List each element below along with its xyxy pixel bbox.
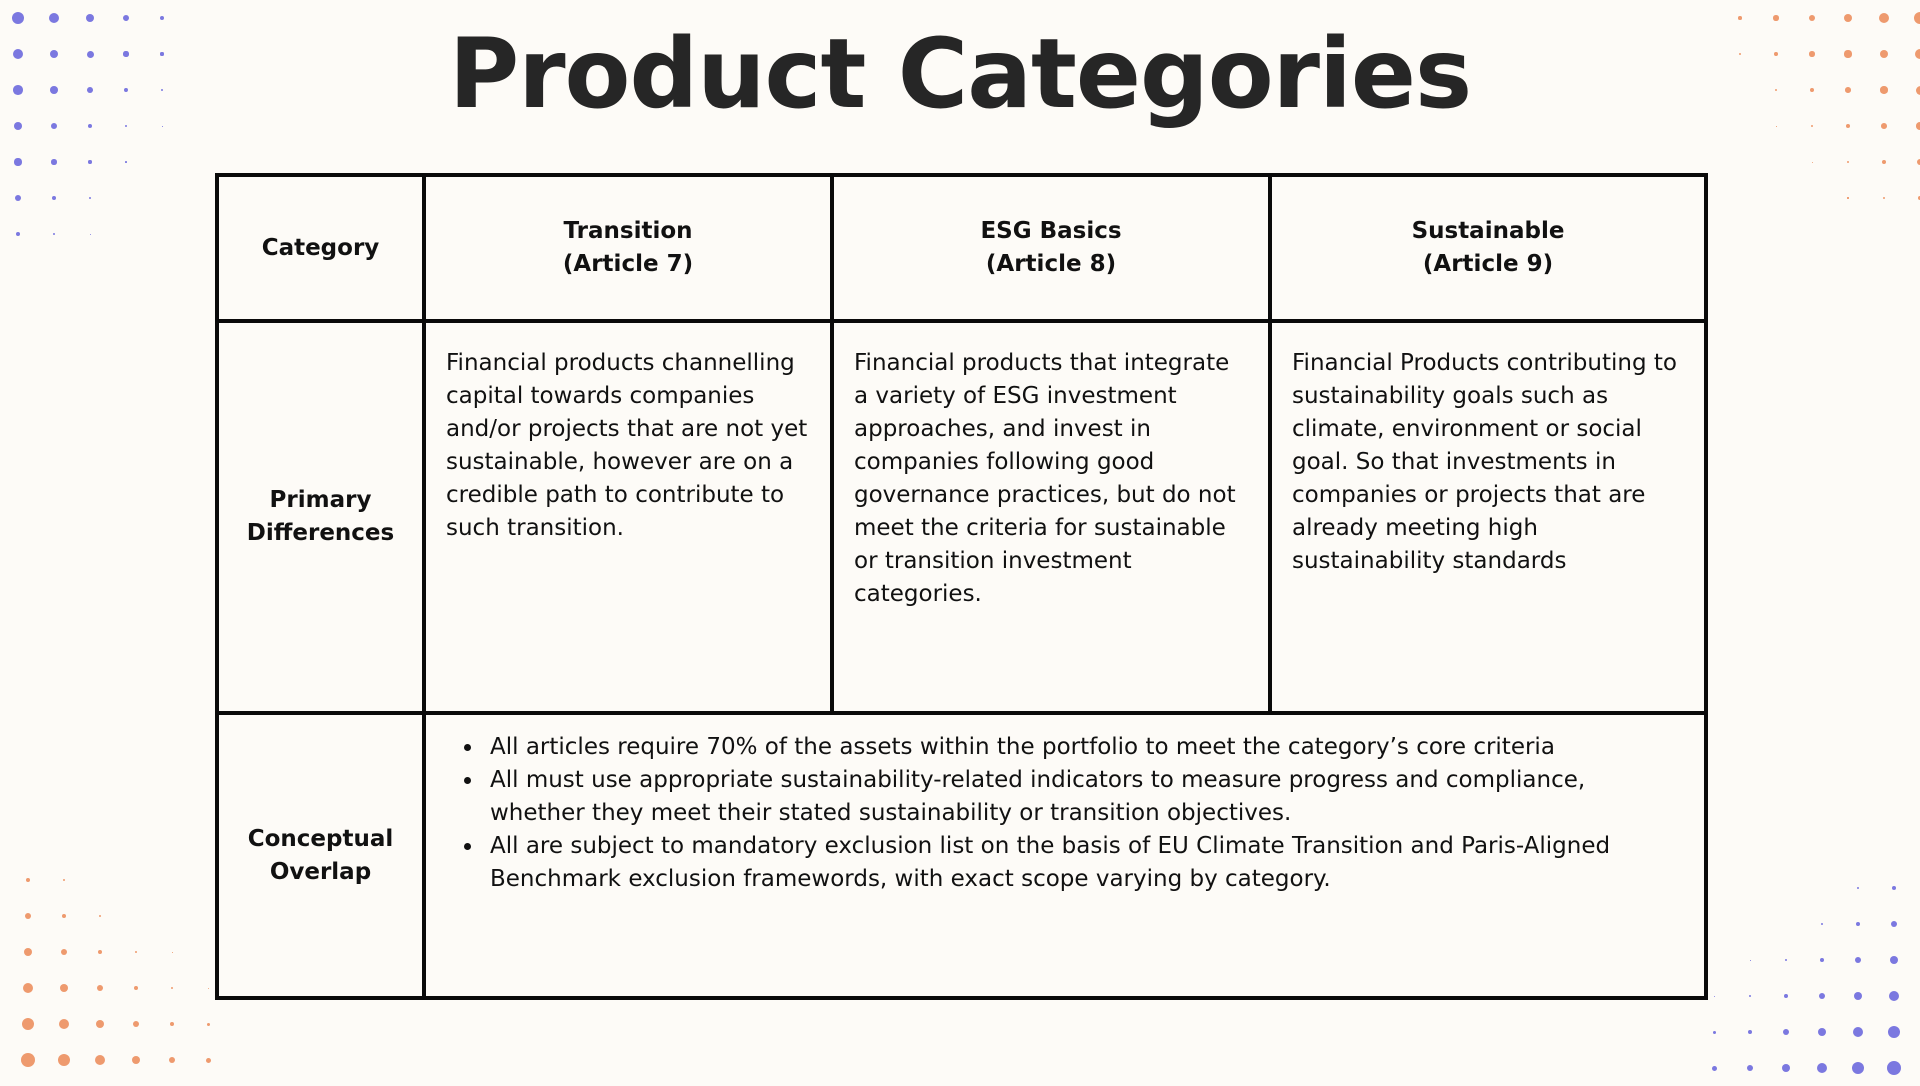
header-transition-article: (Article 7) [426,248,830,281]
decorative-dot [1750,960,1751,961]
decorative-dot [1785,959,1788,962]
header-category-label: Category [262,235,380,261]
decorative-dot [125,161,127,163]
decorative-dot [26,878,30,882]
header-esg-article: (Article 8) [834,248,1268,281]
decorative-dot [1847,197,1848,198]
header-transition-title: Transition [426,215,830,248]
decorative-dot [1820,958,1824,962]
decorative-dot [16,232,21,237]
decorative-dot [88,160,91,163]
overlap-label-line1: Conceptual [219,823,422,856]
decorative-dot [86,14,94,22]
decorative-dot [1853,1027,1863,1037]
primary-differences-row [217,321,1706,713]
decorative-dot [14,158,21,165]
overlap-label-line2: Overlap [219,856,422,889]
decorative-dot [53,233,56,236]
header-sustainable-article: (Article 9) [1272,248,1704,281]
conceptual-overlap-row [217,713,1706,998]
decorative-dot [172,952,173,953]
header-esg-title: ESG Basics [834,215,1268,248]
decorative-dot [1773,15,1778,20]
decorative-dot [96,1020,104,1028]
decorative-dot [133,1021,140,1028]
decorative-dot [51,159,56,164]
decorative-dot [208,988,209,989]
header-row [217,175,1706,321]
decorative-dot [1738,16,1742,20]
decorative-dot [63,879,65,881]
primary-label-line2: Differences [219,517,422,550]
decorative-dot [1812,162,1813,163]
decorative-dot [1809,15,1816,22]
decorative-dot [1888,1026,1900,1038]
decorative-dot [1818,1028,1826,1036]
decorative-dot [1783,1029,1790,1036]
decorative-dot [1748,1030,1753,1035]
overlap-bullet: • All must use appropriate sustainability-related indicators to measure progress and compliance, whether they meet their stated sustainability or transition objectives. [484,764,1664,830]
decorative-dot [61,949,67,955]
decorative-dot [1857,887,1859,889]
decorative-dot [1784,994,1789,999]
decorative-dot [1782,1064,1791,1073]
transition-description: Financial products channelling capital towards companies and/or projects that are not yet sustainable, however are on a credible path to contribute to such transition. [424,321,832,713]
esg-basics-description: Financial products that integrate a variety of ESG investment approaches, and invest in companies following good governance practices, but do not meet the criteria for sustainable or transition investment categories. [832,321,1270,713]
decorative-dot [132,1056,141,1065]
primary-label-line1: Primary [219,484,422,517]
decorative-dot [90,234,91,235]
decorative-dot [89,197,91,199]
header-esg-basics [832,175,1270,321]
decorative-dot [95,1055,105,1065]
decorative-dot [1892,886,1896,890]
overlap-bullet: • All are subject to mandatory exclusion list on the basis of EU Climate Transition and Paris-Aligned Benchmark exclusion framewords, with exact scope varying by category. [484,830,1664,896]
decorative-dot [99,915,101,917]
header-transition [424,175,832,321]
decorative-dot [1852,1062,1864,1074]
decorative-dot [134,986,139,991]
decorative-dot [135,951,138,954]
decorative-dot [1887,1061,1901,1075]
decorative-dot [1747,1065,1754,1072]
decorative-dot [1856,922,1860,926]
decorative-dot [15,195,21,201]
decorative-dot [1713,1031,1716,1034]
decorative-dot [160,16,164,20]
header-sustainable-title: Sustainable [1272,215,1704,248]
sustainable-description: Financial Products contributing to sustainability goals such as climate, environment or social goal. So that investments in companies or projects that are already meeting high sustainability standards [1270,321,1706,713]
decorative-dots-bottom-left [10,862,226,1078]
overlap-bullet: • All articles require 70% of the assets within the portfolio to meet the category’s core criteria [484,731,1664,764]
decorative-dot [98,950,102,954]
decorative-dot [21,1053,35,1067]
primary-differences-label [217,321,424,713]
decorative-dot [1883,197,1886,200]
decorative-dot [1749,995,1752,998]
decorative-dot [24,948,32,956]
categories-table [215,173,1708,1000]
decorative-dot [97,985,103,991]
conceptual-overlap-content [424,713,1706,998]
decorative-dot [1712,1066,1717,1071]
decorative-dot [59,1019,69,1029]
decorative-dot [1891,921,1897,927]
decorative-dots-bottom-right [1696,870,1912,1086]
decorative-dot [1854,992,1862,1000]
decorative-dot [1844,14,1853,23]
decorative-dot [171,987,174,990]
decorative-dot [25,913,31,919]
overlap-bullet-list [454,731,1664,896]
conceptual-overlap-label [217,713,424,998]
decorative-dot [60,984,68,992]
decorative-dot [206,1058,211,1063]
decorative-dot [207,1023,210,1026]
page-title: Product Categories [0,22,1920,128]
decorative-dot [1817,1063,1827,1073]
decorative-dot [1819,993,1825,999]
decorative-dot [1847,161,1850,164]
decorative-dot [1821,923,1823,925]
decorative-dot [123,15,129,21]
decorative-dot [1890,956,1898,964]
decorative-dot [22,1018,34,1030]
header-category [217,175,424,321]
decorative-dot [23,983,33,993]
decorative-dot [1714,996,1715,997]
decorative-dot [1889,991,1899,1001]
decorative-dot [169,1057,176,1064]
decorative-dot [52,196,56,200]
decorative-dot [1855,957,1861,963]
header-sustainable [1270,175,1706,321]
decorative-dot [170,1022,175,1027]
decorative-dot [58,1054,70,1066]
decorative-dot [1882,160,1886,164]
decorative-dot [62,914,66,918]
